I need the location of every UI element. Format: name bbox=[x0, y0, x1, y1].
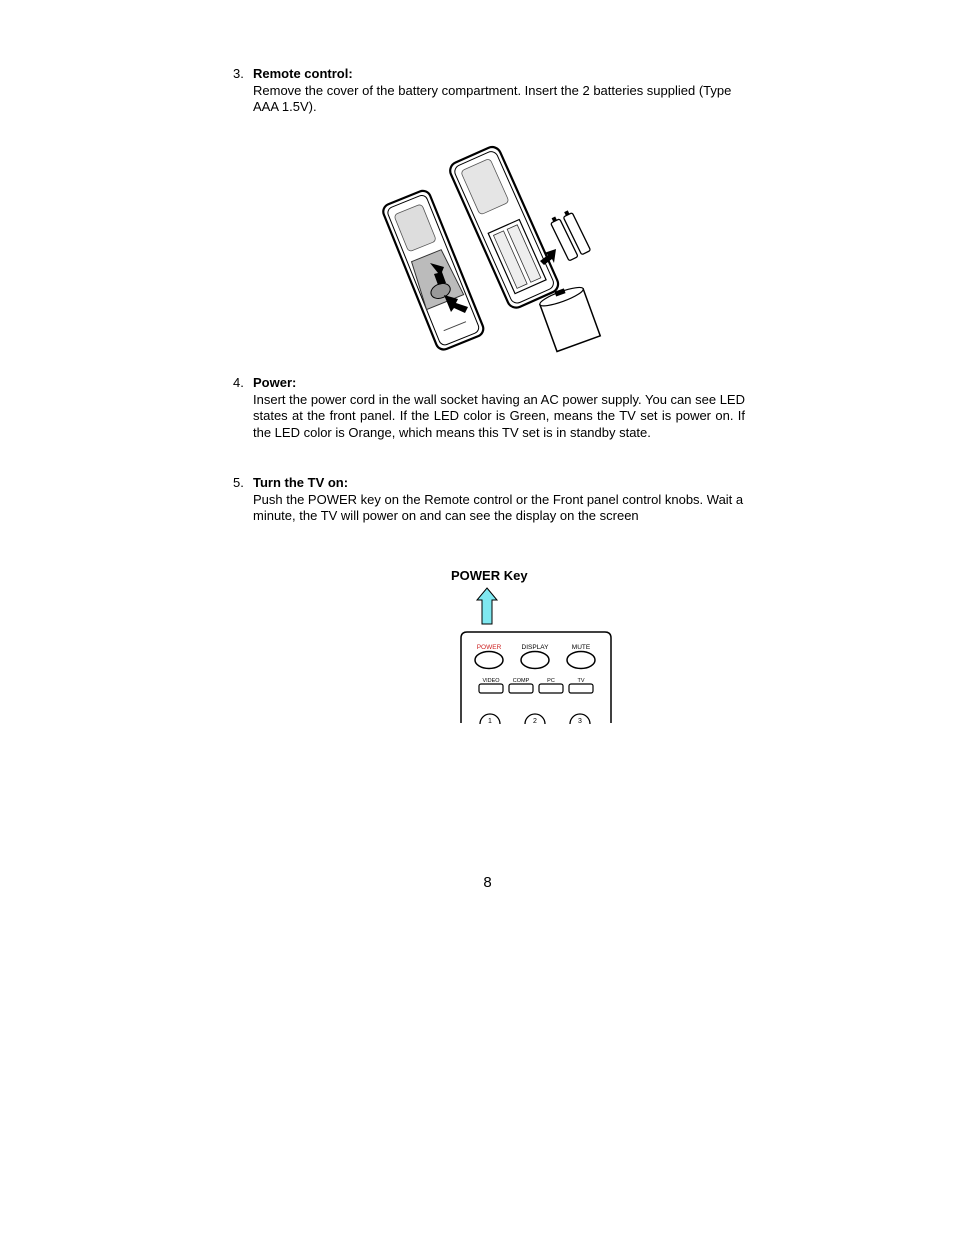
section-text: Remove the cover of the battery compartment. Insert the 2 batteries supplied (Type AAA 1.5V). bbox=[253, 82, 732, 114]
svg-text:PC: PC bbox=[547, 678, 555, 684]
section-number: 4. bbox=[233, 375, 244, 390]
section-heading: Turn the TV on: bbox=[253, 475, 349, 490]
power-button bbox=[475, 644, 503, 669]
up-arrow-icon bbox=[477, 588, 497, 624]
svg-text:3: 3 bbox=[578, 718, 582, 724]
power-key-caption: POWER Key bbox=[451, 568, 528, 583]
battery-insertion-illustration bbox=[372, 145, 612, 353]
section-number: 3. bbox=[233, 66, 244, 81]
section-text: Insert the power cord in the wall socket having an AC power supply. You can see LED states at the front panel. If the LED color is Green, means the TV set is power on. If the LED color is Orange, which means this TV set is in standby state. bbox=[253, 391, 745, 440]
svg-text:COMP: COMP bbox=[512, 678, 530, 684]
page-number: 8 bbox=[483, 874, 492, 891]
svg-text:DISPLAY: DISPLAY bbox=[521, 644, 549, 651]
section-heading: Remote control: bbox=[253, 66, 353, 81]
video-button bbox=[479, 678, 503, 693]
svg-text:MUTE: MUTE bbox=[571, 644, 591, 651]
remote-power-key-illustration bbox=[455, 586, 617, 724]
svg-text:TV: TV bbox=[577, 678, 585, 684]
section-heading: Power: bbox=[253, 375, 297, 390]
svg-text:POWER: POWER bbox=[476, 644, 502, 651]
svg-text:VIDEO: VIDEO bbox=[482, 678, 500, 684]
svg-text:1: 1 bbox=[488, 718, 492, 724]
section-text: Push the POWER key on the Remote control or the Front panel control knobs. Wait a minute, the TV will power on and can see the display on the screen bbox=[253, 491, 744, 523]
section-number: 5. bbox=[233, 475, 244, 490]
display-button bbox=[521, 644, 549, 669]
svg-text:2: 2 bbox=[533, 718, 537, 724]
